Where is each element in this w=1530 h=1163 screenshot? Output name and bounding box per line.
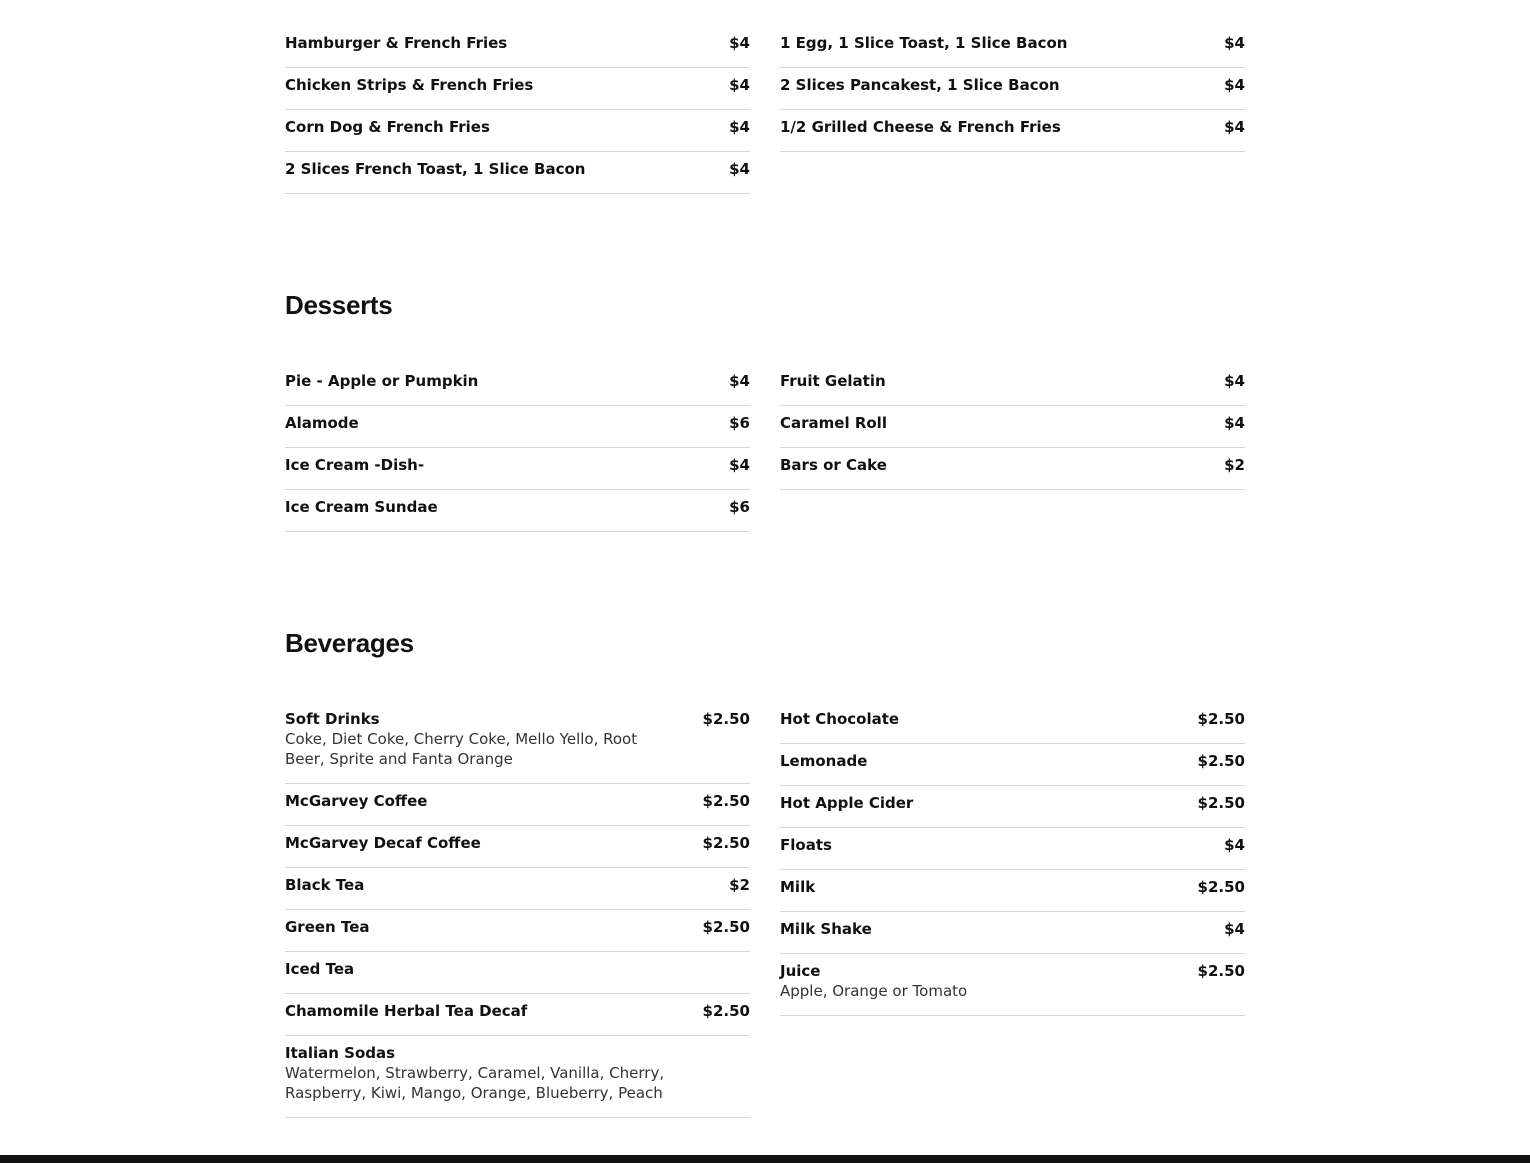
item-price: $6	[729, 498, 750, 516]
item-price: $4	[1224, 920, 1245, 938]
menu-item	[285, 26, 750, 68]
item-price: $4	[729, 372, 750, 390]
item-price: $4	[729, 118, 750, 136]
menu-item	[285, 490, 750, 532]
menu-item	[780, 954, 1245, 1016]
item-name: Chamomile Herbal Tea Decaf	[285, 1002, 528, 1020]
menu-item	[285, 364, 750, 406]
menu-item	[780, 870, 1245, 912]
item-name: Italian Sodas	[285, 1044, 396, 1062]
menu-item	[285, 448, 750, 490]
menu-item	[285, 406, 750, 448]
desserts-right-column	[780, 364, 1245, 490]
desserts-left-column	[285, 364, 750, 532]
menu-item	[285, 152, 750, 194]
menu-item	[780, 26, 1245, 68]
item-name: Milk	[780, 878, 816, 896]
item-price: $4	[729, 456, 750, 474]
menu-item	[285, 868, 750, 910]
item-price: $6	[729, 414, 750, 432]
item-name: Juice	[780, 962, 821, 980]
menu-item	[780, 406, 1245, 448]
item-name: Hamburger & French Fries	[285, 34, 508, 52]
menu-item	[285, 110, 750, 152]
item-name: Bars or Cake	[780, 456, 887, 474]
desserts-heading: Desserts	[285, 290, 393, 320]
menu-item	[780, 912, 1245, 954]
item-price: $4	[729, 160, 750, 178]
menu-item	[780, 110, 1245, 152]
menu-item	[285, 994, 750, 1036]
item-price: $2.50	[702, 834, 750, 852]
item-name: McGarvey Coffee	[285, 792, 428, 810]
menu-item	[780, 68, 1245, 110]
menu-item	[780, 786, 1245, 828]
bottom-bar	[0, 1155, 1530, 1163]
menu-item	[780, 364, 1245, 406]
item-name: Hot Chocolate	[780, 710, 900, 728]
item-price: $4	[729, 76, 750, 94]
item-price: $2	[729, 876, 750, 894]
item-name: Hot Apple Cider	[780, 794, 914, 812]
menu-item	[285, 910, 750, 952]
item-description: Coke, Diet Coke, Cherry Coke, Mello Yello, Root Beer, Sprite and Fanta Orange	[285, 730, 638, 768]
item-name: Caramel Roll	[780, 414, 887, 432]
beverages-right-column	[780, 702, 1245, 1016]
item-name: Lemonade	[780, 752, 868, 770]
item-name: Green Tea	[285, 918, 370, 936]
item-name: Chicken Strips & French Fries	[285, 76, 534, 94]
item-price: $2.50	[1197, 710, 1245, 728]
item-price: $4	[1224, 34, 1245, 52]
item-name: Soft Drinks	[285, 710, 380, 728]
item-price: $2.50	[1197, 878, 1245, 896]
item-price: $2.50	[702, 918, 750, 936]
menu-item	[285, 952, 750, 994]
item-name: McGarvey Decaf Coffee	[285, 834, 481, 852]
menu-item	[780, 744, 1245, 786]
item-name: Floats	[780, 836, 832, 854]
item-name: Pie - Apple or Pumpkin	[285, 372, 479, 390]
item-price: $4	[1224, 372, 1245, 390]
menu-item	[285, 826, 750, 868]
menu-item	[285, 68, 750, 110]
item-price: $4	[1224, 836, 1245, 854]
item-name: 2 Slices Pancakest, 1 Slice Bacon	[780, 76, 1060, 94]
item-name: Fruit Gelatin	[780, 372, 886, 390]
item-description: Watermelon, Strawberry, Caramel, Vanilla, Cherry, Raspberry, Kiwi, Mango, Orange, Blueberry, Peach	[285, 1064, 665, 1102]
item-name: 1 Egg, 1 Slice Toast, 1 Slice Bacon	[780, 34, 1068, 52]
item-price: $2.50	[702, 710, 750, 728]
item-name: Ice Cream -Dish-	[285, 456, 425, 474]
item-name: Iced Tea	[285, 960, 355, 978]
item-price: $4	[1224, 118, 1245, 136]
item-name: Black Tea	[285, 876, 365, 894]
item-name: 1/2 Grilled Cheese & French Fries	[780, 118, 1061, 136]
item-price: $2.50	[1197, 794, 1245, 812]
kids-menu-right-column	[780, 26, 1245, 152]
item-price: $4	[729, 34, 750, 52]
item-price: $2.50	[1197, 752, 1245, 770]
item-price: $4	[1224, 76, 1245, 94]
item-price: $2.50	[702, 1002, 750, 1020]
menu-item	[780, 828, 1245, 870]
item-name: Corn Dog & French Fries	[285, 118, 490, 136]
item-name: Alamode	[285, 414, 359, 432]
menu-item	[780, 702, 1245, 744]
item-price: $2.50	[702, 792, 750, 810]
beverages-heading: Beverages	[285, 628, 414, 658]
menu-item	[285, 702, 750, 784]
item-price: $2	[1224, 456, 1245, 474]
item-name: Ice Cream Sundae	[285, 498, 438, 516]
item-description: Apple, Orange or Tomato	[780, 982, 968, 1000]
menu-item	[285, 1036, 750, 1118]
menu-item	[285, 784, 750, 826]
menu-item	[780, 448, 1245, 490]
item-price: $4	[1224, 414, 1245, 432]
item-price: $2.50	[1197, 962, 1245, 980]
item-name: 2 Slices French Toast, 1 Slice Bacon	[285, 160, 586, 178]
kids-menu-left-column	[285, 26, 750, 194]
item-name: Milk Shake	[780, 920, 872, 938]
beverages-left-column	[285, 702, 750, 1118]
